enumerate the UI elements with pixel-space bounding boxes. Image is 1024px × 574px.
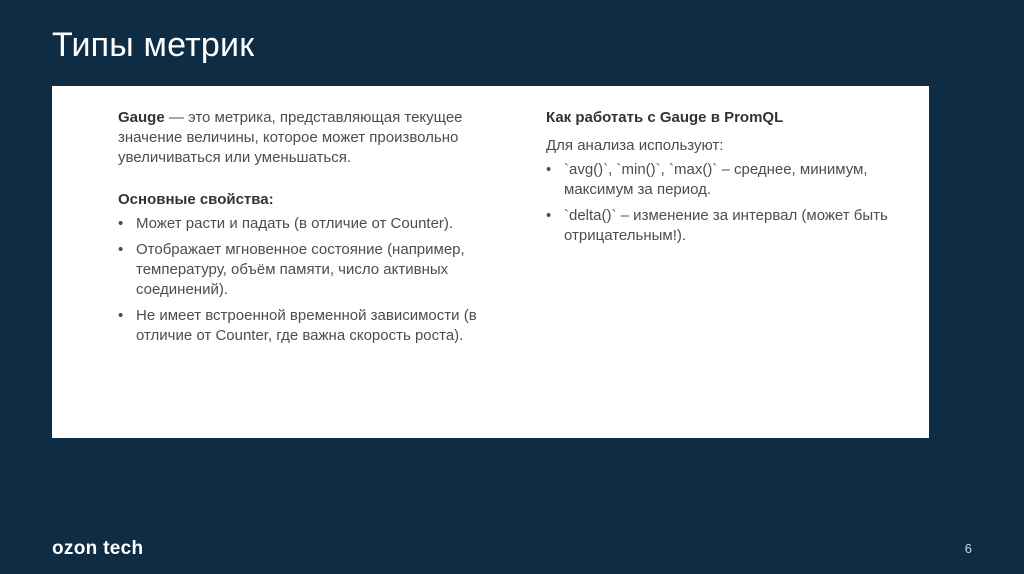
list-item: • `avg()`, `min()`, `max()` – среднее, минимум, максимум за период. xyxy=(546,160,906,200)
ozon-tech-logo: ozon tech xyxy=(52,538,144,559)
gauge-term: Gauge xyxy=(118,109,165,126)
right-column xyxy=(546,108,906,252)
list-item: • Отображает мгновенное состояние (например, температуру, объём памяти, число активных соединений). xyxy=(118,240,518,300)
list-item: • `delta()` – изменение за интервал (может быть отрицательным!). xyxy=(546,206,906,246)
properties-list xyxy=(118,214,518,346)
gauge-definition xyxy=(118,108,518,168)
promql-subheading: Для анализа используют: xyxy=(546,137,724,154)
properties-heading: Основные свойства: xyxy=(118,191,274,208)
slide-title: Типы метрик xyxy=(52,26,255,64)
page-number: 6 xyxy=(964,541,972,556)
list-item: • Не имеет встроенной временной зависимости (в отличие от Counter, где важна скорость роста). xyxy=(118,306,518,346)
content-panel xyxy=(52,86,929,438)
list-item: • Может расти и падать (в отличие от Counter). xyxy=(118,214,518,234)
left-column xyxy=(118,108,518,352)
gauge-definition-text: — это метрика, представляющая текущее значение величины, которое может произвольно увеличиваться или уменьшаться. xyxy=(118,109,463,166)
promql-heading: Как работать с Gauge в PromQL xyxy=(546,109,784,126)
promql-list xyxy=(546,160,906,246)
